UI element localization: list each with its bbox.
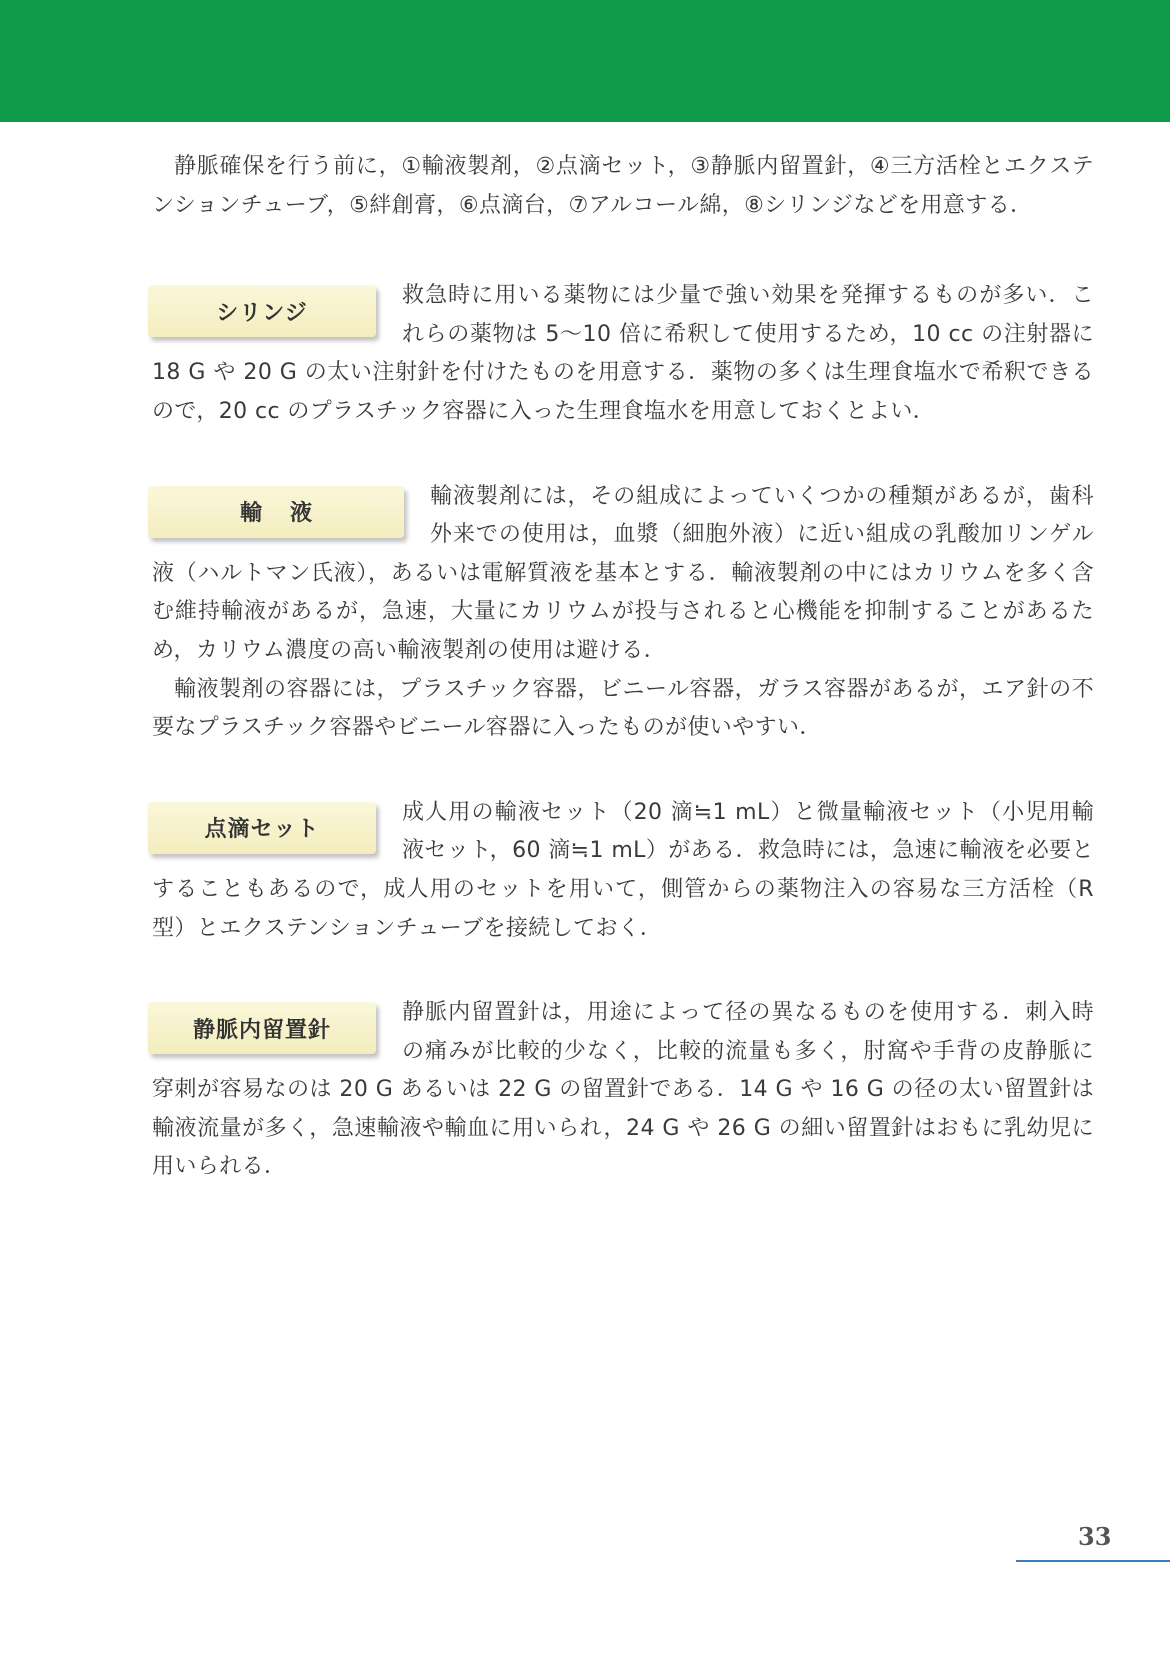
page-number: 33 bbox=[1078, 1522, 1112, 1551]
page-number-rule bbox=[1016, 1560, 1170, 1562]
section-infusion-paragraph-2: 輸液製剤の容器には，プラスチック容器，ビニール容器，ガラス容器があるが，エア針の不要なプラスチック容器やビニール容器に入ったものが使いやすい． bbox=[152, 676, 1094, 741]
section-drip-set-paragraph: 成人用の輸液セット（20 滴≒1 mL）と微量輸液セット（小児用輸液セット，60 滴≒1 mL）がある．救急時には，急速に輸液を必要とすることもあるので，成人用のセットを用いて，側管からの薬物注入の容易な三方活栓（R 型）とエクステンションチューブを接続しておく． bbox=[152, 799, 1094, 941]
section-label-iv-catheter: 静脈内留置針 bbox=[148, 1002, 376, 1054]
section-iv-catheter bbox=[152, 994, 1094, 1187]
section-label-syringe: シリンジ bbox=[148, 285, 376, 337]
section-syringe bbox=[152, 277, 1094, 431]
intro-paragraph: 静脈確保を行う前に，①輸液製剤，②点滴セット，③静脈内留置針，④三方活栓とエクステンションチューブ，⑤絆創膏，⑥点滴台，⑦アルコール綿，⑧シリンジなどを用意する． bbox=[152, 154, 1094, 218]
section-label-infusion: 輸液 bbox=[148, 486, 404, 538]
section-infusion bbox=[152, 478, 1094, 748]
section-infusion-paragraph-1: 輸液製剤には，その組成によっていくつかの種類があるが，歯科外来での使用は，血漿（細胞外液）に近い組成の乳酸加リンゲル液（ハルトマン氏液），あるいは電解質液を基本とする．輸液製剤の中にはカリウムを多く含む維持輸液があるが，急速，大量にカリウムが投与されると心機能を抑制することがあるため，カリウム濃度の高い輸液製剤の使用は避ける． bbox=[152, 483, 1094, 663]
section-drip-set bbox=[152, 794, 1094, 948]
header-band bbox=[0, 0, 1170, 122]
page-content bbox=[152, 148, 1094, 1187]
section-syringe-paragraph: 救急時に用いる薬物には少量で強い効果を発揮するものが多い．これらの薬物は 5〜10 倍に希釈して使用するため，10 cc の注射器に 18 G や 20 G の太い注射針を付けたものを用意する．薬物の多くは生理食塩水で希釈できるので，20 cc のプラスチック容器に入った生理食塩水を用意しておくとよい． bbox=[152, 283, 1094, 424]
section-label-drip-set: 点滴セット bbox=[148, 802, 376, 854]
section-iv-catheter-paragraph: 静脈内留置針は，用途によって径の異なるものを使用する．刺入時の痛みが比較的少なく，比較的流量も多く，肘窩や手背の皮静脈に穿刺が容易なのは 20 G あるいは 22 G の留置針である．14 G や 16 G の径の太い留置針は輸液流量が多く，急速輸液や輸血に用いられ，24 G や 26 G の細い留置針はおもに乳幼児に用いられる． bbox=[152, 1000, 1094, 1180]
